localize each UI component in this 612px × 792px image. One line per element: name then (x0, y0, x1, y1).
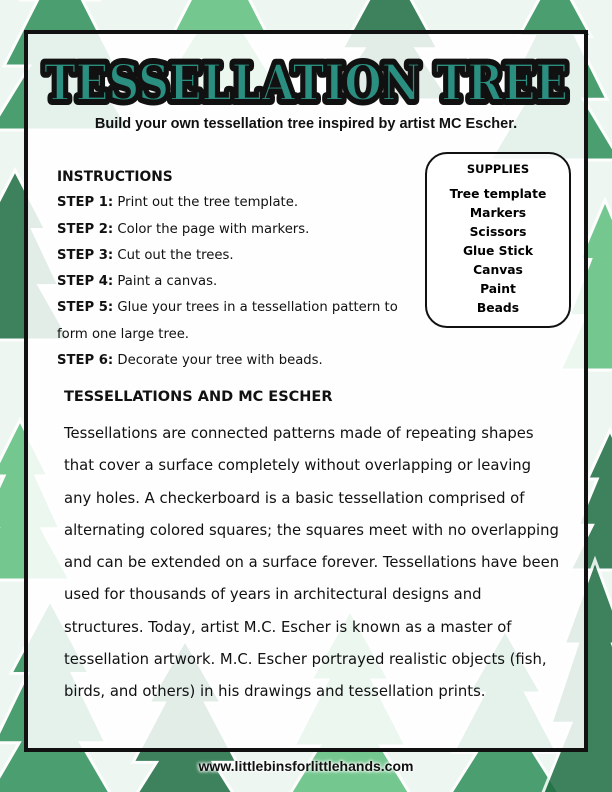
footer-url[interactable]: www.littlebinsforlittlehands.com (198, 758, 414, 774)
title-banner (28, 48, 584, 114)
page-title: TESSELLATION TREE (44, 53, 568, 112)
page-title-fill: TESSELLATION TREE (44, 53, 568, 112)
step-label: STEP 3: (57, 247, 114, 263)
step-4 (57, 269, 407, 295)
body-line: alternating colored squares; the squares meet with no overlapping (64, 521, 559, 539)
step-label: STEP 1: (57, 195, 114, 211)
supplies-heading: SUPPLIES (466, 162, 530, 176)
body-line: structures. Today, artist M.C. Escher is known as a master of (64, 618, 512, 636)
supply-item: Tree template (449, 187, 547, 201)
step-5 (57, 295, 407, 348)
body-line: Tessellations are connected patterns made of repeating shapes (64, 425, 534, 442)
tessellations-heading: TESSELLATIONS AND MC ESCHER (64, 389, 333, 405)
supply-item: Markers (469, 206, 527, 220)
step-label: STEP 2: (57, 221, 114, 237)
step-text: Decorate your tree with beads. (117, 353, 323, 369)
step-text: Print out the tree template. (117, 195, 299, 211)
body-line: birds, and others) in his drawings and tessellation prints. (64, 683, 486, 701)
step-text: Glue your trees in a tessellation pattern to form one large tree. (57, 300, 398, 342)
step-label: STEP 4: (57, 274, 114, 290)
step-text: Color the page with markers. (117, 221, 310, 237)
title-graphic (28, 48, 584, 114)
body-line: that cover a surface completely without overlapping or leaving (64, 457, 532, 475)
step-label: STEP 6: (57, 353, 114, 369)
step-6 (57, 348, 407, 374)
supply-item: Scissors (469, 225, 527, 239)
step-3 (57, 243, 407, 269)
supply-item: Canvas (473, 263, 523, 277)
instructions-section (57, 164, 407, 374)
subtitle: Build your own tessellation tree inspired by artist MC Escher. (94, 116, 518, 132)
step-2 (57, 217, 407, 243)
content-card (24, 30, 588, 752)
step-text: Paint a canvas. (117, 274, 218, 290)
body-line: any holes. A checkerboard is a basic tessellation comprised of (64, 489, 525, 507)
body-line: tessellation artwork. M.C. Escher portrayed realistic objects (fish, (64, 651, 547, 669)
instructions-heading: INSTRUCTIONS (57, 169, 173, 185)
tessellations-body (64, 418, 574, 709)
supplies-box (425, 152, 571, 328)
supply-item: Beads (476, 301, 520, 315)
step-label: STEP 5: (57, 300, 114, 316)
supply-item: Glue Stick (462, 244, 534, 258)
supply-item: Paint (480, 282, 516, 296)
body-line: and can be extended on a surface forever. Tessellations have been (64, 554, 560, 572)
body-line: used for thousands of years in architectural designs and (64, 586, 482, 604)
step-1 (57, 190, 407, 216)
step-text: Cut out the trees. (117, 247, 234, 263)
